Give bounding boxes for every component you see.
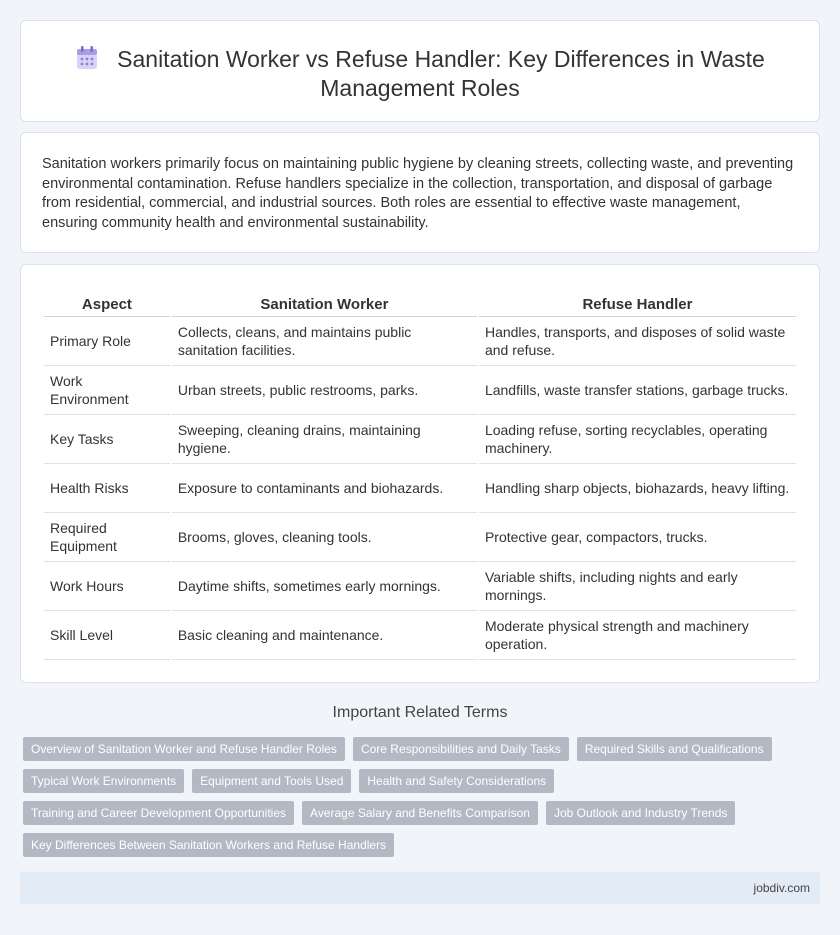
related-tag[interactable]: Key Differences Between Sanitation Workers and Refuse Handlers (23, 833, 394, 857)
cell-sanitation-worker: Collects, cleans, and maintains public sanitation facilities. (172, 317, 477, 366)
cell-refuse-handler: Protective gear, compactors, trucks. (479, 513, 796, 562)
cell-aspect: Key Tasks (44, 415, 170, 464)
table-row (44, 464, 796, 513)
cell-refuse-handler: Handles, transports, and disposes of solid waste and refuse. (479, 317, 796, 366)
page-title-text: Sanitation Worker vs Refuse Handler: Key Differences in Waste Management Roles (117, 46, 765, 101)
cell-aspect: Work Environment (44, 366, 170, 415)
table-row (44, 513, 796, 562)
comparison-table (42, 295, 798, 660)
header-card (20, 20, 820, 122)
related-tag[interactable]: Equipment and Tools Used (192, 769, 351, 793)
cell-aspect: Primary Role (44, 317, 170, 366)
page-title (21, 45, 819, 103)
related-tag[interactable]: Typical Work Environments (23, 769, 184, 793)
cell-aspect: Work Hours (44, 562, 170, 611)
footer (20, 872, 820, 904)
cell-sanitation-worker: Daytime shifts, sometimes early mornings. (172, 562, 477, 611)
related-tag[interactable]: Core Responsibilities and Daily Tasks (353, 737, 569, 761)
header-aspect: Aspect (44, 295, 170, 317)
cell-refuse-handler: Handling sharp objects, biohazards, heavy lifting. (479, 464, 796, 513)
table-row (44, 562, 796, 611)
related-tag[interactable]: Required Skills and Qualifications (577, 737, 772, 761)
cell-aspect: Health Risks (44, 464, 170, 513)
related-tag[interactable]: Health and Safety Considerations (359, 769, 554, 793)
table-row (44, 611, 796, 660)
document-list-icon (75, 45, 99, 71)
header-refuse-handler: Refuse Handler (479, 295, 796, 317)
table-row (44, 317, 796, 366)
cell-refuse-handler: Moderate physical strength and machinery operation. (479, 611, 796, 660)
cell-sanitation-worker: Urban streets, public restrooms, parks. (172, 366, 477, 415)
related-tag[interactable]: Job Outlook and Industry Trends (546, 801, 735, 825)
header-sanitation-worker: Sanitation Worker (172, 295, 477, 317)
cell-aspect: Skill Level (44, 611, 170, 660)
intro-paragraph: Sanitation workers primarily focus on maintaining public hygiene by cleaning streets, collecting waste, and preventing environmental contamination. Refuse handlers specialize in the collection, transportation, and disposal of garbage from residential, commercial, and industrial sources. Both roles are essential to effective waste management, ensuring community health and environmental sustainability. (42, 156, 794, 231)
table-row (44, 366, 796, 415)
table-row (44, 415, 796, 464)
cell-refuse-handler: Variable shifts, including nights and early mornings. (479, 562, 796, 611)
table-header-row (44, 295, 796, 317)
related-tag[interactable]: Average Salary and Benefits Comparison (302, 801, 538, 825)
related-terms-tags (23, 737, 793, 857)
related-terms-title: Important Related Terms (332, 704, 508, 721)
cell-sanitation-worker: Exposure to contaminants and biohazards. (172, 464, 477, 513)
cell-aspect: Required Equipment (44, 513, 170, 562)
related-tag[interactable]: Overview of Sanitation Worker and Refuse Handler Roles (23, 737, 345, 761)
cell-sanitation-worker: Brooms, gloves, cleaning tools. (172, 513, 477, 562)
related-tag[interactable]: Training and Career Development Opportunities (23, 801, 294, 825)
cell-refuse-handler: Loading refuse, sorting recyclables, operating machinery. (479, 415, 796, 464)
comparison-table-card (20, 264, 820, 683)
intro-card (20, 132, 820, 253)
footer-site-link[interactable]: jobdiv.com (753, 881, 810, 895)
cell-sanitation-worker: Basic cleaning and maintenance. (172, 611, 477, 660)
cell-refuse-handler: Landfills, waste transfer stations, garbage trucks. (479, 366, 796, 415)
cell-sanitation-worker: Sweeping, cleaning drains, maintaining hygiene. (172, 415, 477, 464)
title-wrap (21, 45, 819, 103)
